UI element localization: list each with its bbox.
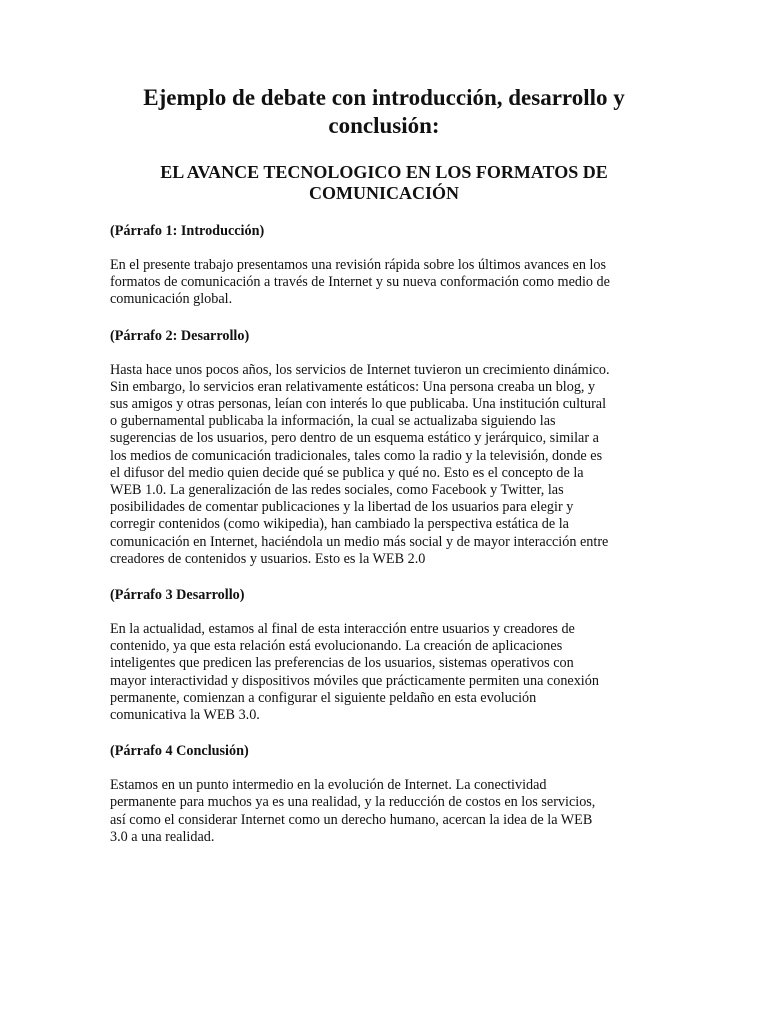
section-label: (Párrafo 3 Desarrollo) — [110, 587, 245, 604]
section-paragraph — [110, 777, 658, 846]
paragraph-line: Estamos en un punto intermedio en la evolución de Internet. La conectividad — [110, 777, 547, 794]
page-title: Ejemplo de debate con introducción, desarrollo y conclusión: — [143, 85, 625, 138]
section-label: (Párrafo 2: Desarrollo) — [110, 327, 250, 344]
paragraph-line: mayor interactividad y dispositivos móviles que prácticamente permiten una conexión — [110, 672, 599, 689]
section-paragraph — [110, 362, 658, 568]
paragraph-line: contenido, ya que esta relación está evolucionando. La creación de aplicaciones — [110, 638, 563, 655]
paragraph-line: los medios de comunicación tradicionales, tales como la radio y la televisión, donde es — [110, 447, 603, 464]
paragraph-line: En el presente trabajo presentamos una revisión rápida sobre los últimos avances en los — [110, 257, 607, 273]
section-introduction — [110, 223, 658, 309]
paragraph-line: permanente para muchos ya es una realidad, y la reducción de costos en los servicios, — [110, 794, 596, 811]
paragraph-line: sugerencias de los usuarios, pero dentro de un esquema estático y jerárquico, similar a — [110, 430, 599, 447]
paragraph-line: posibilidades de comentar publicaciones y la libertad de los usuarios para elegir y — [110, 499, 574, 516]
paragraph-line: corregir contenidos (como wikipedia), han cambiado la perspectiva estática de la — [110, 516, 569, 533]
paragraph-line: WEB 1.0. La generalización de las redes sociales, como Facebook y Twitter, las — [110, 482, 564, 499]
paragraph-line: permanente, comienzan a configurar el siguiente peldaño en esta evolución — [110, 689, 537, 706]
paragraph-line: 3.0 a una realidad. — [110, 828, 215, 845]
section-development-2 — [110, 587, 658, 724]
section-paragraph — [110, 257, 658, 309]
paragraph-line: Hasta hace unos pocos años, los servicios de Internet tuvieron un crecimiento dinámico. — [110, 361, 610, 378]
paragraph-line: formatos de comunicación a través de Internet y su nueva conformación como medio de — [110, 274, 610, 291]
paragraph-line: comunicativa la WEB 3.0. — [110, 707, 260, 724]
paragraph-line: inteligentes que predicen las preferencias de los usuarios, sistemas operativos con — [110, 655, 574, 672]
section-development-1 — [110, 328, 658, 568]
section-label: (Párrafo 1: Introducción) — [110, 223, 265, 239]
paragraph-line: o gubernamental publicaba la información, la cual se actualizaba siguiendo las — [110, 413, 556, 430]
section-conclusion — [110, 743, 658, 846]
document-subtitle: EL AVANCE TECNOLOGICO EN LOS FORMATOS DE COMUNICACIÓN — [160, 162, 608, 203]
paragraph-line: En la actualidad, estamos al final de esta interacción entre usuarios y creadores de — [110, 621, 575, 638]
paragraph-line: sus amigos y otras personas, leían con interés lo que publicaba. Una institución cultural — [110, 396, 607, 413]
paragraph-line: así como el considerar Internet como un derecho humano, acercan la idea de la WEB — [110, 811, 593, 828]
paragraph-line: comunicación global. — [110, 291, 233, 308]
paragraph-line: el difusor del medio quien decide qué se publica y qué no. Esto es el concepto de la — [110, 464, 584, 481]
paragraph-line: Sin embargo, lo servicios eran relativamente estáticos: Una persona creaba un blog, y — [110, 378, 596, 395]
section-label: (Párrafo 4 Conclusión) — [110, 743, 249, 760]
paragraph-line: comunicación en Internet, haciéndola un medio más social y de mayor interacción entre — [110, 533, 609, 550]
paragraph-line: creadores de contenidos y usuarios. Esto es la WEB 2.0 — [110, 550, 426, 567]
section-paragraph — [110, 621, 658, 724]
